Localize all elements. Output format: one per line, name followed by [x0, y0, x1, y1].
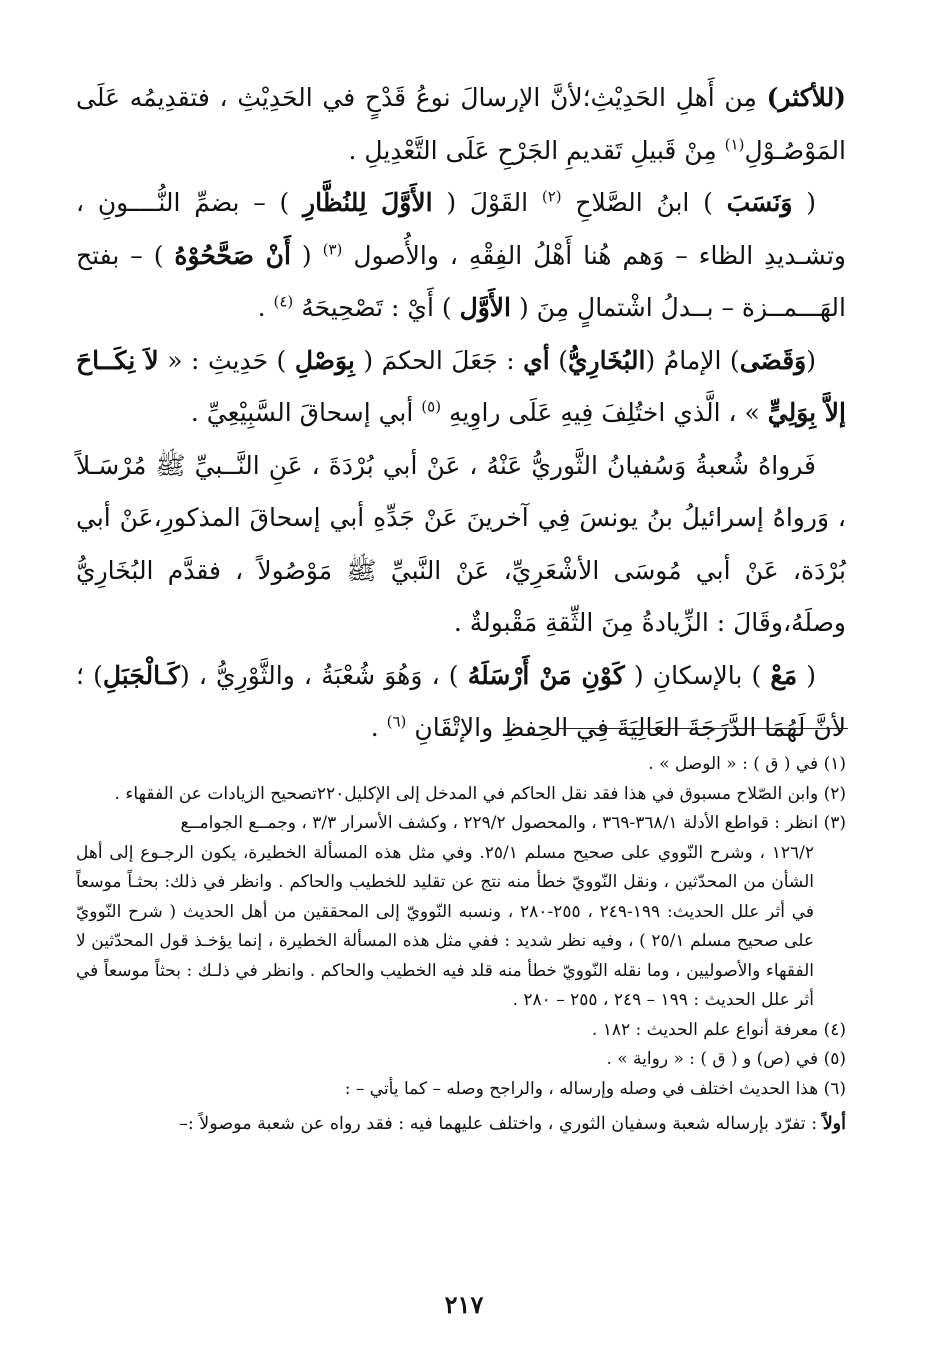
footnote-1: (١) في ( ق ) : « الوصل » . — [648, 754, 846, 774]
footnote-ref: (٢) — [541, 187, 562, 206]
footnote-divider — [558, 728, 848, 729]
paragraph-5 — [76, 650, 846, 755]
footnote-ref: (٥) — [421, 397, 442, 416]
footnote-3-continuation: ١٢٦/٢ ، وشرح النّووي على صحيح مسلم ٢٥/١. وفي مثل هذه المسألة الخطيرة، يكون الرجـوع إلى أهل الشأن من المحدّثين ، ونقل النّوويّ خطأ منه نتج عن تقليد للخطيب والحاكم . وانظر في ذلك: بحثـاً موسعاً في أثر علل الحديث: ١٩٩-٢٤٩ ، ٢٥٥-٢٨٠ ، ونسبه النّوويّ إلى المحققين من أهل الحديث ( شرح النّوويّ على صحيح مسلم ٢٥/١ ) ، وفيه نظر شديد : ففي مثل هذه المسألة الخطيرة ، إنما يؤخـذ قول المحدّثين لا الفقهاء والأصوليين ، وما نقله النّوويّ خطأ منه قلد فيه الخطيب والحاكم . وانظر في ذلـك : بحثاً موسعاً في أثر علل الحديث : ١٩٩ – ٢٤٩ ، ٢٥٥ – ٢٨٠ . — [76, 842, 814, 1010]
footnote-6-continuation — [76, 1110, 846, 1140]
footnotes-section — [76, 750, 846, 1140]
footnote-6: (٦) هذا الحديث اختلف في وصله وإرساله ، والراجح وصله – كما يأتي – : — [344, 1078, 846, 1099]
paragraph-1 — [76, 72, 846, 177]
text-run: : تفرّد بإرساله شعبة وسفيان الثوري ، واختلف عليهما فيه : فقد رواه عن شعبة موصولاً :– — [179, 1114, 823, 1134]
main-text — [76, 72, 846, 755]
footnote-ref: (١) — [724, 135, 745, 154]
bold-term: لاَ نِكَــاحَ إلاَّ بِوَلِيٍّ — [76, 345, 846, 427]
bold-term: أولاً — [822, 1114, 846, 1134]
footnote-ref: (٤) — [273, 292, 294, 311]
paragraph-2 — [76, 177, 846, 335]
page-number: ٢١٧ — [444, 1290, 484, 1319]
paragraph-4: فَرواهُ شُعبةُ وَسُفيانُ الثَّوريُّ عَنْهُ ، عَنْ أبي بُرْدَةَ ، عَنِ النَّــبيِّ ﷺ مُرْسَـلاً ، وَرواهُ إسرائيلُ بنُ يونسَ فِي آخرينَ عَنْ جَدِّهِ أبي إسحاقَ المذكورِ،عَنْ أبي بُرْدَة، عَنْ أبي مُوسَى الأشْعَرِيِّ، عَنْ النَّبيِّ ﷺ مَوْصُولاً ، فقدَّم البُخَارِيُّ وصلَهُ،وقَالَ : الزِّيادةُ مِنَ الثِّقةِ مَقْبولةٌ . — [76, 450, 846, 637]
text-run: . — [257, 293, 274, 322]
bold-term: كَوْنِ مَنْ أَرْسَلَهُ — [467, 660, 625, 690]
text-run: القَوْلَ ( — [432, 188, 542, 217]
text-run: ) ابنُ الصَّلاحِ — [561, 188, 727, 217]
bold-term: الأَوَّلَ لِلنُظَّارِ — [303, 188, 433, 217]
text-run: مِنْ قَبيلِ تَقديمِ الجَرْحِ عَلَى التَّعْدِيلِ . — [348, 135, 725, 165]
text-run: . — [370, 713, 387, 742]
text-run: » ، الَّذي اختُلِفَ فِيهِ عَلَى راوِيهِ — [441, 398, 768, 427]
text-run: ) – بفتح الهَـــمــزة – بــدلُ اشْتمالٍ مِنَ ( — [76, 240, 846, 322]
footnote-3: (٣) انظر : قواطع الأدلة ٣٦٨/١-٣٦٩ ، والمحصول ٢٢٩/٢ ، وكشف الأسرار ٣/٣ ، وجمــع الجوامــع — [180, 813, 846, 833]
text-run: ) ؛ لأنَّ لَهُمَا الدَّرَجَةَ العَالِيَةَ فِي الحِفظِ والإتْقَانِ — [76, 660, 846, 742]
bold-term: الأَوَّل — [459, 293, 512, 322]
text-run: ) – بضمِّ النُّــــونِ ، وتشـديدِ الظاء – وَهم هُنا أَهْلُ الفِقْهِ ، والأُصول — [76, 188, 847, 270]
bold-term: وَقَضَى — [739, 345, 807, 375]
text-run: ) حَدِيثِ : « — [158, 345, 295, 375]
text-run: ) الإمامُ ( — [645, 345, 740, 375]
text-run: أبي إسحاقَ السَّبِيْعِيِّ . — [190, 398, 422, 427]
bold-term: البُخَارِيُّ — [567, 345, 646, 375]
text-run: ( — [797, 660, 817, 690]
bold-term: (للأكثر) — [766, 83, 847, 112]
text-run: ) أَيْ : تَصْحِيحَهُ — [293, 293, 460, 322]
bold-term: بِوَصْلِ — [294, 345, 355, 375]
text-run: ( — [290, 240, 323, 270]
text-run: ( — [806, 345, 816, 375]
bold-term: كَـالْجَبَلِ — [102, 660, 180, 690]
bold-term: وَنَسَبَ — [726, 188, 793, 217]
text-run: ) ، وَهُوَ شُعْبَةُ ، والثَّوْرِيُّ ، ( — [179, 660, 468, 690]
footnote-ref: (٦) — [386, 712, 407, 731]
footnote-2: (٢) وابن الصّلاح مسبوق في هذا فقد نقل الحاكم في المدخل إلى الإكليل٢٢٠تصحيح الزيادات عن الفقهاء . — [114, 783, 846, 804]
text-run: ) بالإسكانِ ( — [624, 660, 771, 690]
bold-term: أي — [523, 345, 550, 375]
paragraph-3 — [76, 335, 846, 440]
bold-term: أَنْ صَحَّحُوْهُ — [174, 240, 291, 270]
footnote-4: (٤) معرفة أنواع علم الحديث : ١٨٢ . — [591, 1019, 846, 1040]
footnote-ref: (٣) — [322, 240, 343, 259]
text-run: ) — [549, 345, 568, 375]
text-run: ( — [792, 188, 816, 217]
footnote-5: (٥) في (ص) و ( ق ) : « رواية » . — [606, 1049, 846, 1069]
text-run: : جَعَلَ الحكمَ ( — [354, 345, 524, 375]
text-run: مِن أَهلِ الحَدِيْثِ؛لأنَّ الإرسالَ نوعُ قَدْحٍ في الحَدِيْثِ ، فتقدِيمُه عَلَى المَوْصُـوْلِ — [76, 83, 846, 165]
bold-term: مَعْ — [770, 660, 798, 690]
